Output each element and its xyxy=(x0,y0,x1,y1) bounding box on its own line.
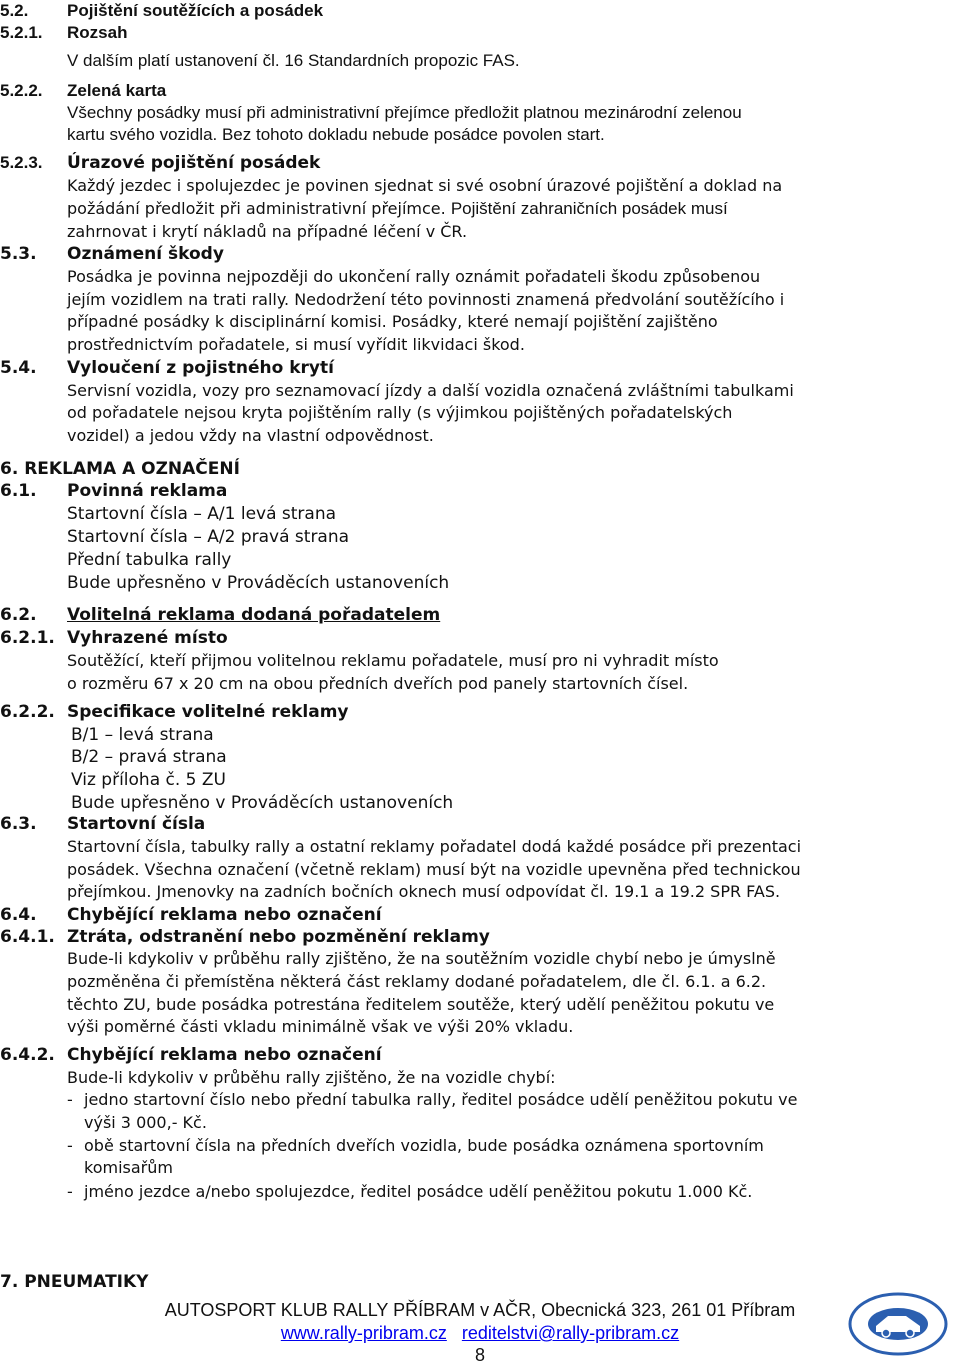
section-title: Specifikace volitelné reklamy xyxy=(67,702,349,722)
list-item: B/1 – levá strana xyxy=(71,725,214,745)
section-number: 6.4. xyxy=(0,905,37,925)
section-title: Startovní čísla xyxy=(67,814,206,834)
section-title: Zelená karta xyxy=(67,81,167,100)
paragraph-line: Všechny posádky musí při administrativní přejímce předložit platnou mezinárodní zelenou xyxy=(67,103,742,122)
section-title: Chybějící reklama nebo označení xyxy=(67,905,382,925)
section-number: 6.4.2. xyxy=(0,1045,55,1065)
section-number: 5.3. xyxy=(0,244,37,264)
paragraph-line: kartu svého vozidla. Bez tohoto dokladu nebude posádce povolen start. xyxy=(67,125,605,144)
website-link[interactable]: www.rally-pribram.cz xyxy=(280,1323,447,1343)
section-number: 5.2. xyxy=(0,1,29,20)
paragraph-line: prostřednictvím pořadatele, si musí vyřídit likvidaci škod. xyxy=(67,335,525,354)
chapter-6-heading: 6. REKLAMA A OZNAČENÍ xyxy=(0,459,240,479)
paragraph-segment: jejím vozidlem na trati rally. xyxy=(67,290,290,309)
paragraph-line: pozměněna či přemístěna některá část reklamy dodané pořadatelem, dle čl. 6.1. a 6.2. xyxy=(67,972,767,991)
section-title: Povinná reklama xyxy=(67,481,228,501)
paragraph-line: V dalším platí ustanovení čl. 16 Standardních propozic FAS. xyxy=(67,51,520,70)
paragraph-line: Posádka je povinna nejpozději do ukončení rally oznámit pořadateli škodu způsobenou xyxy=(67,267,761,286)
paragraph-line: o rozměru 67 x 20 cm na obou předních dveřích pod panely startovních čísel. xyxy=(67,674,689,693)
bullet-text: jméno jezdce a/nebo spolujezdce, ředitel posádce udělí peněžitou pokutu 1.000 Kč. xyxy=(84,1182,753,1201)
footer-links xyxy=(0,1322,960,1344)
footer-organization: AUTOSPORT KLUB RALLY PŘÍBRAM v AČR, Obecnická 323, 261 01 Příbram xyxy=(164,1300,796,1320)
bullet-text: jedno startovní číslo nebo přední tabulka rally, ředitel posádce udělí peněžitou pokutu ve xyxy=(84,1090,798,1109)
section-title: Úrazové pojištění posádek xyxy=(67,153,321,173)
list-item: Viz příloha č. 5 ZU xyxy=(71,770,226,790)
list-item: Bude upřesněno v Prováděcích ustanoveních xyxy=(67,573,450,593)
paragraph-line: od pořadatele nejsou kryta pojištěním rally (s výjimkou pojištěných pořadatelských xyxy=(67,403,733,422)
chapter-7-heading: 7. PNEUMATIKY xyxy=(0,1272,149,1292)
paragraph-line xyxy=(67,311,718,333)
bullet-dash: - xyxy=(67,1182,73,1201)
section-number: 5.2.1. xyxy=(0,23,43,42)
section-number: 6.2. xyxy=(0,605,37,625)
section-number: 5.2.2. xyxy=(0,81,43,100)
section-number: 6.3. xyxy=(0,814,37,834)
section-title: Ztráta, odstranění nebo pozměnění reklamy xyxy=(67,927,490,947)
paragraph-line: Bude-li kdykoliv v průběhu rally zjištěno, že na soutěžním vozidle chybí nebo je úmyslně xyxy=(67,949,776,968)
paragraph-line xyxy=(67,198,728,220)
paragraph-line: posádek. Všechna označení (včetně reklam) musí být na vozidle upevněna před technickou xyxy=(67,860,801,879)
section-number: 6.2.2. xyxy=(0,702,55,722)
paragraph-segment: požádání předložit při administrativní přejímce. xyxy=(67,199,446,218)
paragraph-line xyxy=(67,289,784,311)
section-number: 5.2.3. xyxy=(0,153,43,172)
paragraph-line: přejímkou. Jmenovky na zadních bočních oknech musí odpovídat čl. 19.1 a 19.2 SPR FAS. xyxy=(67,882,781,901)
paragraph-line: Soutěžící, kteří přijmou volitelnou reklamu pořadatele, musí pro ni vyhradit místo xyxy=(67,651,719,670)
bullet-text: komisařům xyxy=(84,1158,173,1177)
list-item: Přední tabulka rally xyxy=(67,550,232,570)
section-title: Oznámení škody xyxy=(67,244,224,264)
paragraph-line: Servisní vozidla, vozy pro seznamovací jízdy a další vozidla označená zvláštními tabulkami xyxy=(67,381,794,400)
section-number: 5.4. xyxy=(0,358,37,378)
paragraph-line: vozidel) a jedou vždy na vlastní odpovědnost. xyxy=(67,426,434,445)
page-number: 8 xyxy=(474,1345,485,1365)
paragraph-segment: případné posádky k disciplinární komisi. xyxy=(67,312,387,331)
list-item: Startovní čísla – A/1 levá strana xyxy=(67,504,337,524)
list-item: B/2 – pravá strana xyxy=(71,747,227,767)
bullet-text: výši 3 000,- Kč. xyxy=(84,1113,207,1132)
bullet-text: obě startovní čísla na předních dveřích vozidla, bude posádka oznámena sportovním xyxy=(84,1136,764,1155)
section-title: Volitelná reklama dodaná pořadatelem xyxy=(67,605,441,625)
section-number: 6.2.1. xyxy=(0,628,55,648)
paragraph-segment: Pojištění zahraničních posádek musí xyxy=(450,199,728,218)
club-logo xyxy=(848,1286,948,1362)
paragraph-line: Každý jezdec i spolujezdec je povinen sjednat si své osobní úrazové pojištění a doklad na xyxy=(67,176,783,195)
section-title: Rozsah xyxy=(67,23,128,42)
paragraph-segment: Posádky, které nemají pojištění zajištěno xyxy=(391,312,718,331)
bullet-dash: - xyxy=(67,1090,73,1109)
list-item: Startovní čísla – A/2 pravá strana xyxy=(67,527,350,547)
section-title: Pojištění soutěžících a posádek xyxy=(67,1,324,20)
section-title: Chybějící reklama nebo označení xyxy=(67,1045,382,1065)
paragraph-line: Bude-li kdykoliv v průběhu rally zjištěno, že na vozidle chybí: xyxy=(67,1068,556,1087)
email-link[interactable]: reditelstvi@rally-pribram.cz xyxy=(461,1323,680,1343)
section-title: Vyloučení z pojistného krytí xyxy=(67,358,334,378)
section-number: 6.4.1. xyxy=(0,927,55,947)
section-number: 6.1. xyxy=(0,481,37,501)
paragraph-line: zahrnovat i krytí nákladů na případné léčení v ČR. xyxy=(67,222,468,241)
paragraph-line: výši poměrné části vkladu minimálně však ve výši 20% vkladu. xyxy=(67,1017,574,1036)
paragraph-line: Startovní čísla, tabulky rally a ostatní reklamy pořadatel dodá každé posádce při prezentaci xyxy=(67,837,802,856)
bullet-dash: - xyxy=(67,1136,73,1155)
list-item: Bude upřesněno v Prováděcích ustanoveních xyxy=(71,793,454,813)
section-title: Vyhrazené místo xyxy=(67,628,228,648)
paragraph-line: těchto ZU, bude posádka potrestána ředitelem soutěže, který udělí peněžitou pokutu ve xyxy=(67,995,775,1014)
paragraph-segment: Nedodržení této povinnosti znamená předvolání soutěžícího i xyxy=(294,290,785,309)
